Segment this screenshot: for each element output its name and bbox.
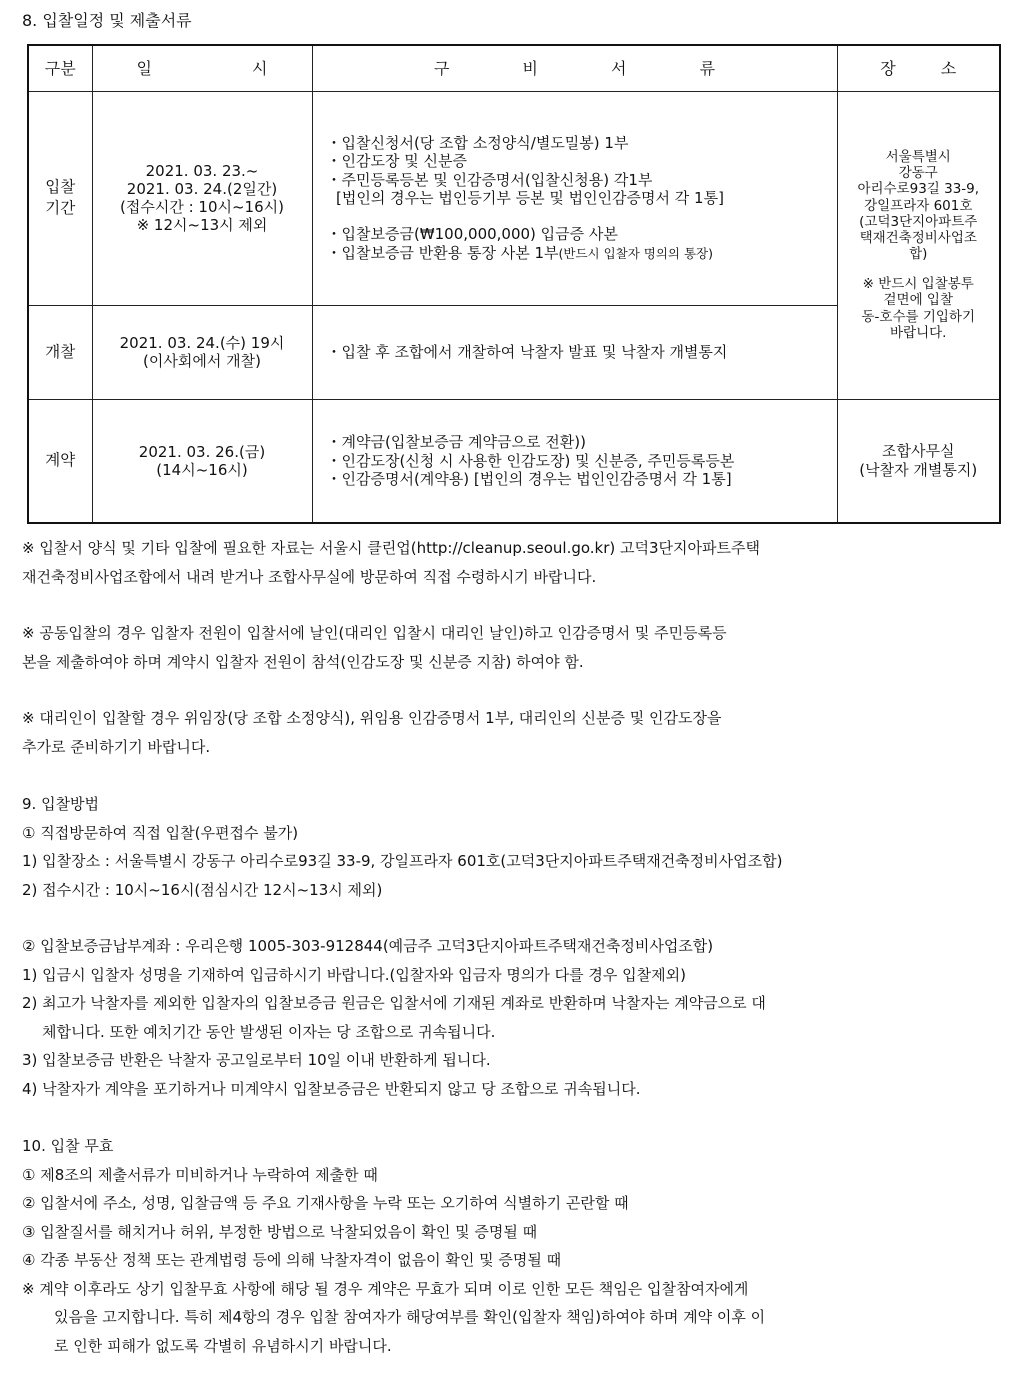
note-joint-bidding: ※ 공동입찰의 경우 입찰자 전원이 입찰서에 날인(대리인 입찰시 대리인 날인)하고 인감증명서 및 주민등록등 본을 제출하여야 하며 계약시 입찰자 전원이 참석(인감도장 및 신분증 지참) 하여야 함. — [22, 624, 727, 671]
row-category: 입찰 기간 — [28, 91, 92, 305]
list-item: 2) 접수시간 : 10시~16시(점심시간 12시~13시 제외) — [22, 880, 383, 899]
list-item: 1) 입찰장소 : 서울특별시 강동구 아리수로93길 33-9, 강일프라자 601호(고덕3단지아파트주택재건축정비사업조합) — [22, 852, 783, 870]
header-category: 구분 — [28, 45, 92, 91]
list-item: 1) 입금시 입찰자 성명을 기재하여 입금하시기 바랍니다.(입찰자와 입금자 명의가 다를 경우 입찰제외) — [22, 965, 686, 984]
row-documents: ・입찰 후 조합에서 개찰하여 낙찰자 발표 및 낙찰자 개별통지 — [312, 305, 837, 399]
section-10-title: 10. 입찰 무효 — [22, 1137, 114, 1155]
list-item: ② 입찰서에 주소, 성명, 입찰금액 등 주요 기재사항을 누락 또는 오기하여 식별하기 곤란할 때 — [22, 1194, 629, 1212]
list-item: 체합니다. 또한 예치기간 동안 발생된 이자는 당 조합으로 귀속됩니다. — [42, 1022, 496, 1041]
table-header-row — [28, 45, 1000, 91]
section-9 — [22, 790, 997, 904]
table-row-bidding-period — [28, 91, 1000, 305]
section-9-title: 9. 입찰방법 — [22, 795, 100, 813]
list-item: 로 인한 피해가 없도록 각별히 유념하시기 바랍니다. — [54, 1336, 392, 1355]
note-forms: ※ 입찰서 양식 및 기타 입찰에 필요한 자료는 서울시 클린업(http://cleanup.seoul.go.kr) 고덕3단지아파트주택 재건축정비사업조합에서 내려 받거나 조합사무실에 방문하여 직접 수령하시기 바랍니다. — [22, 539, 760, 586]
list-item: ② 입찰보증금납부계좌 : 우리은행 1005-303-912844(예금주 고덕3단지아파트주택재건축정비사업조합) — [22, 937, 714, 955]
section-9-deposit — [22, 932, 997, 1103]
list-item: ① 제8조의 제출서류가 미비하거나 누락하여 제출한 때 — [22, 1165, 378, 1184]
row-category: 계약 — [28, 399, 92, 523]
note-agent: ※ 대리인이 입찰할 경우 위임장(당 조합 소정양식), 위임용 인감증명서 1부, 대리인의 신분증 및 인감도장을 추가로 준비하기기 바랍니다. — [22, 709, 722, 756]
list-item: 있음을 고지합니다. 특히 제4항의 경우 입찰 참여자가 해당여부를 확인(입찰자 책임)하여야 하며 계약 이후 이 — [54, 1308, 766, 1326]
row-datetime: 2021. 03. 26.(금) (14시~16시) — [92, 399, 312, 523]
place-merged-cell: 서울특별시 강동구 아리수로93길 33-9, 강일프라자 601호 (고덕3단지아파트주 택재건축정비사업조 합) ※ 반드시 입찰봉투 겉면에 입찰 동-호수를 기입하기 바랍니다. — [837, 91, 1000, 399]
row-category: 개찰 — [28, 305, 92, 399]
row-documents: ・입찰신청서(당 조합 소정양식/별도밀봉) 1부 ・인감도장 및 신분증 ・주민등록등본 및 인감증명서(입찰신청용) 각1부 [법인의 경우는 법인등기부 등본 및 법인인감증명서 각 1통] ・입찰보증금(₩100,000,000) 입금증 사본 ・입찰보증금 반환용 통장 사본 1부(반드시 입찰자 명의의 통장) — [312, 91, 837, 305]
header-place: 장 소 — [837, 45, 1000, 91]
table-row-contract — [28, 399, 1000, 523]
list-item: ④ 각종 부동산 정책 또는 관계법령 등에 의해 낙찰자격이 없음이 확인 및 증명될 때 — [22, 1251, 562, 1269]
section-10 — [22, 1132, 997, 1360]
list-item: ① 직접방문하여 직접 입찰(우편접수 불가) — [22, 823, 299, 842]
list-item: ※ 계약 이후라도 상기 입찰무효 사항에 해당 될 경우 계약은 무효가 되며 이로 인한 모든 책임은 입찰참여자에게 — [22, 1279, 749, 1298]
list-item: 2) 최고가 낙찰자를 제외한 입찰자의 입찰보증금 원금은 입찰서에 기재된 계좌로 반환하며 낙찰자는 계약금으로 대 — [22, 994, 766, 1012]
row-place: 조합사무실 (낙찰자 개별통지) — [837, 399, 1000, 523]
section-8-title: 8. 입찰일정 및 제출서류 — [22, 11, 192, 30]
row-datetime: 2021. 03. 24.(수) 19시 (이사회에서 개찰) — [92, 305, 312, 399]
list-item: 4) 낙찰자가 계약을 포기하거나 미계약시 입찰보증금은 반환되지 않고 당 조합으로 귀속됩니다. — [22, 1079, 641, 1098]
header-documents: 구 비 서 류 — [312, 45, 837, 91]
list-item: 3) 입찰보증금 반환은 낙찰자 공고일로부터 10일 이내 반환하게 됩니다. — [22, 1051, 491, 1069]
row-datetime: 2021. 03. 23.~ 2021. 03. 24.(2일간) (접수시간 : 10시~16시) ※ 12시~13시 제외 — [92, 91, 312, 305]
row-documents: ・계약금(입찰보증금 계약금으로 전환)) ・인감도장(신청 시 사용한 인감도장) 및 신분증, 주민등록등본 ・인감증명서(계약용) [법인의 경우는 법인인감증명서 각 1통] — [312, 399, 837, 523]
list-item: ③ 입찰질서를 해치거나 허위, 부정한 방법으로 낙찰되었음이 확인 및 증명될 때 — [22, 1222, 538, 1241]
schedule-table — [27, 44, 1001, 524]
header-datetime: 일 시 — [92, 45, 312, 91]
